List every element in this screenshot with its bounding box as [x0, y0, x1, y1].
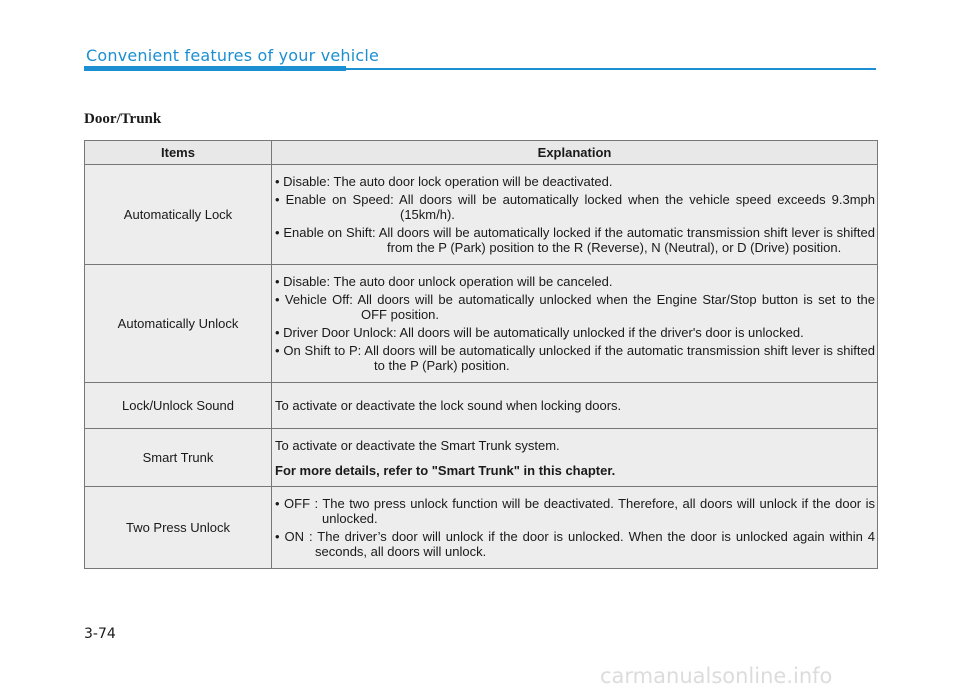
table-row	[85, 165, 878, 265]
list-item: • On Shift to P: All doors will be automatically unlocked if the automatic transmission shift lever is shifted to the P (Park) position.	[275, 343, 875, 373]
explanation-cell	[272, 265, 878, 383]
table-row	[85, 429, 878, 487]
list-item: • Enable on Shift: All doors will be automatically locked if the automatic transmission shift lever is shifted from the P (Park) position to the R (Reverse), N (Neutral), or D (Drive) position.	[275, 225, 875, 255]
list-item: • Driver Door Unlock: All doors will be automatically unlocked if the driver's door is unlocked.	[275, 325, 804, 340]
list-item: • Disable: The auto door unlock operation will be canceled.	[275, 274, 613, 289]
table-header-row	[85, 141, 878, 165]
explanation-cell	[272, 383, 878, 429]
section-header-title: Convenient features of your vehicle	[86, 46, 380, 65]
explanation-cell	[272, 165, 878, 265]
table-row	[85, 265, 878, 383]
item-cell: Lock/Unlock Sound	[85, 383, 272, 429]
list-item: • OFF : The two press unlock function will be deactivated. Therefore, all doors will unlock if the door is unlocked.	[275, 496, 875, 526]
door-trunk-table	[84, 140, 878, 569]
page-number: 3-74	[84, 626, 116, 642]
watermark: carmanualsonline.info	[600, 664, 833, 688]
explanation-text: To activate or deactivate the lock sound when locking doors.	[275, 398, 622, 413]
column-header-explanation: Explanation	[272, 141, 878, 165]
header-rule	[346, 68, 876, 70]
page-title: Door/Trunk	[84, 111, 162, 127]
table-row	[85, 383, 878, 429]
item-cell: Automatically Lock	[85, 165, 272, 265]
item-cell: Automatically Unlock	[85, 265, 272, 383]
column-header-items: Items	[85, 141, 272, 165]
explanation-cell	[272, 487, 878, 569]
item-cell: Two Press Unlock	[85, 487, 272, 569]
explanation-cell	[272, 429, 878, 487]
list-item: • Disable: The auto door lock operation will be deactivated.	[275, 174, 613, 189]
explanation-text: To activate or deactivate the Smart Trunk system.	[275, 437, 560, 453]
list-item: • ON : The driver’s door will unlock if the door is unlocked. When the door is unlocked again within 4 seconds, all doors will unlock.	[275, 529, 875, 559]
list-item: • Vehicle Off: All doors will be automatically unlocked when the Engine Star/Stop button is set to the OFF position.	[275, 292, 875, 322]
item-cell: Smart Trunk	[85, 429, 272, 487]
reference-note: For more details, refer to "Smart Trunk" in this chapter.	[275, 462, 616, 478]
list-item: • Enable on Speed: All doors will be automatically locked when the vehicle speed exceeds 9.3mph (15km/h).	[275, 192, 875, 222]
table-row	[85, 487, 878, 569]
header-accent-bar	[84, 66, 346, 71]
